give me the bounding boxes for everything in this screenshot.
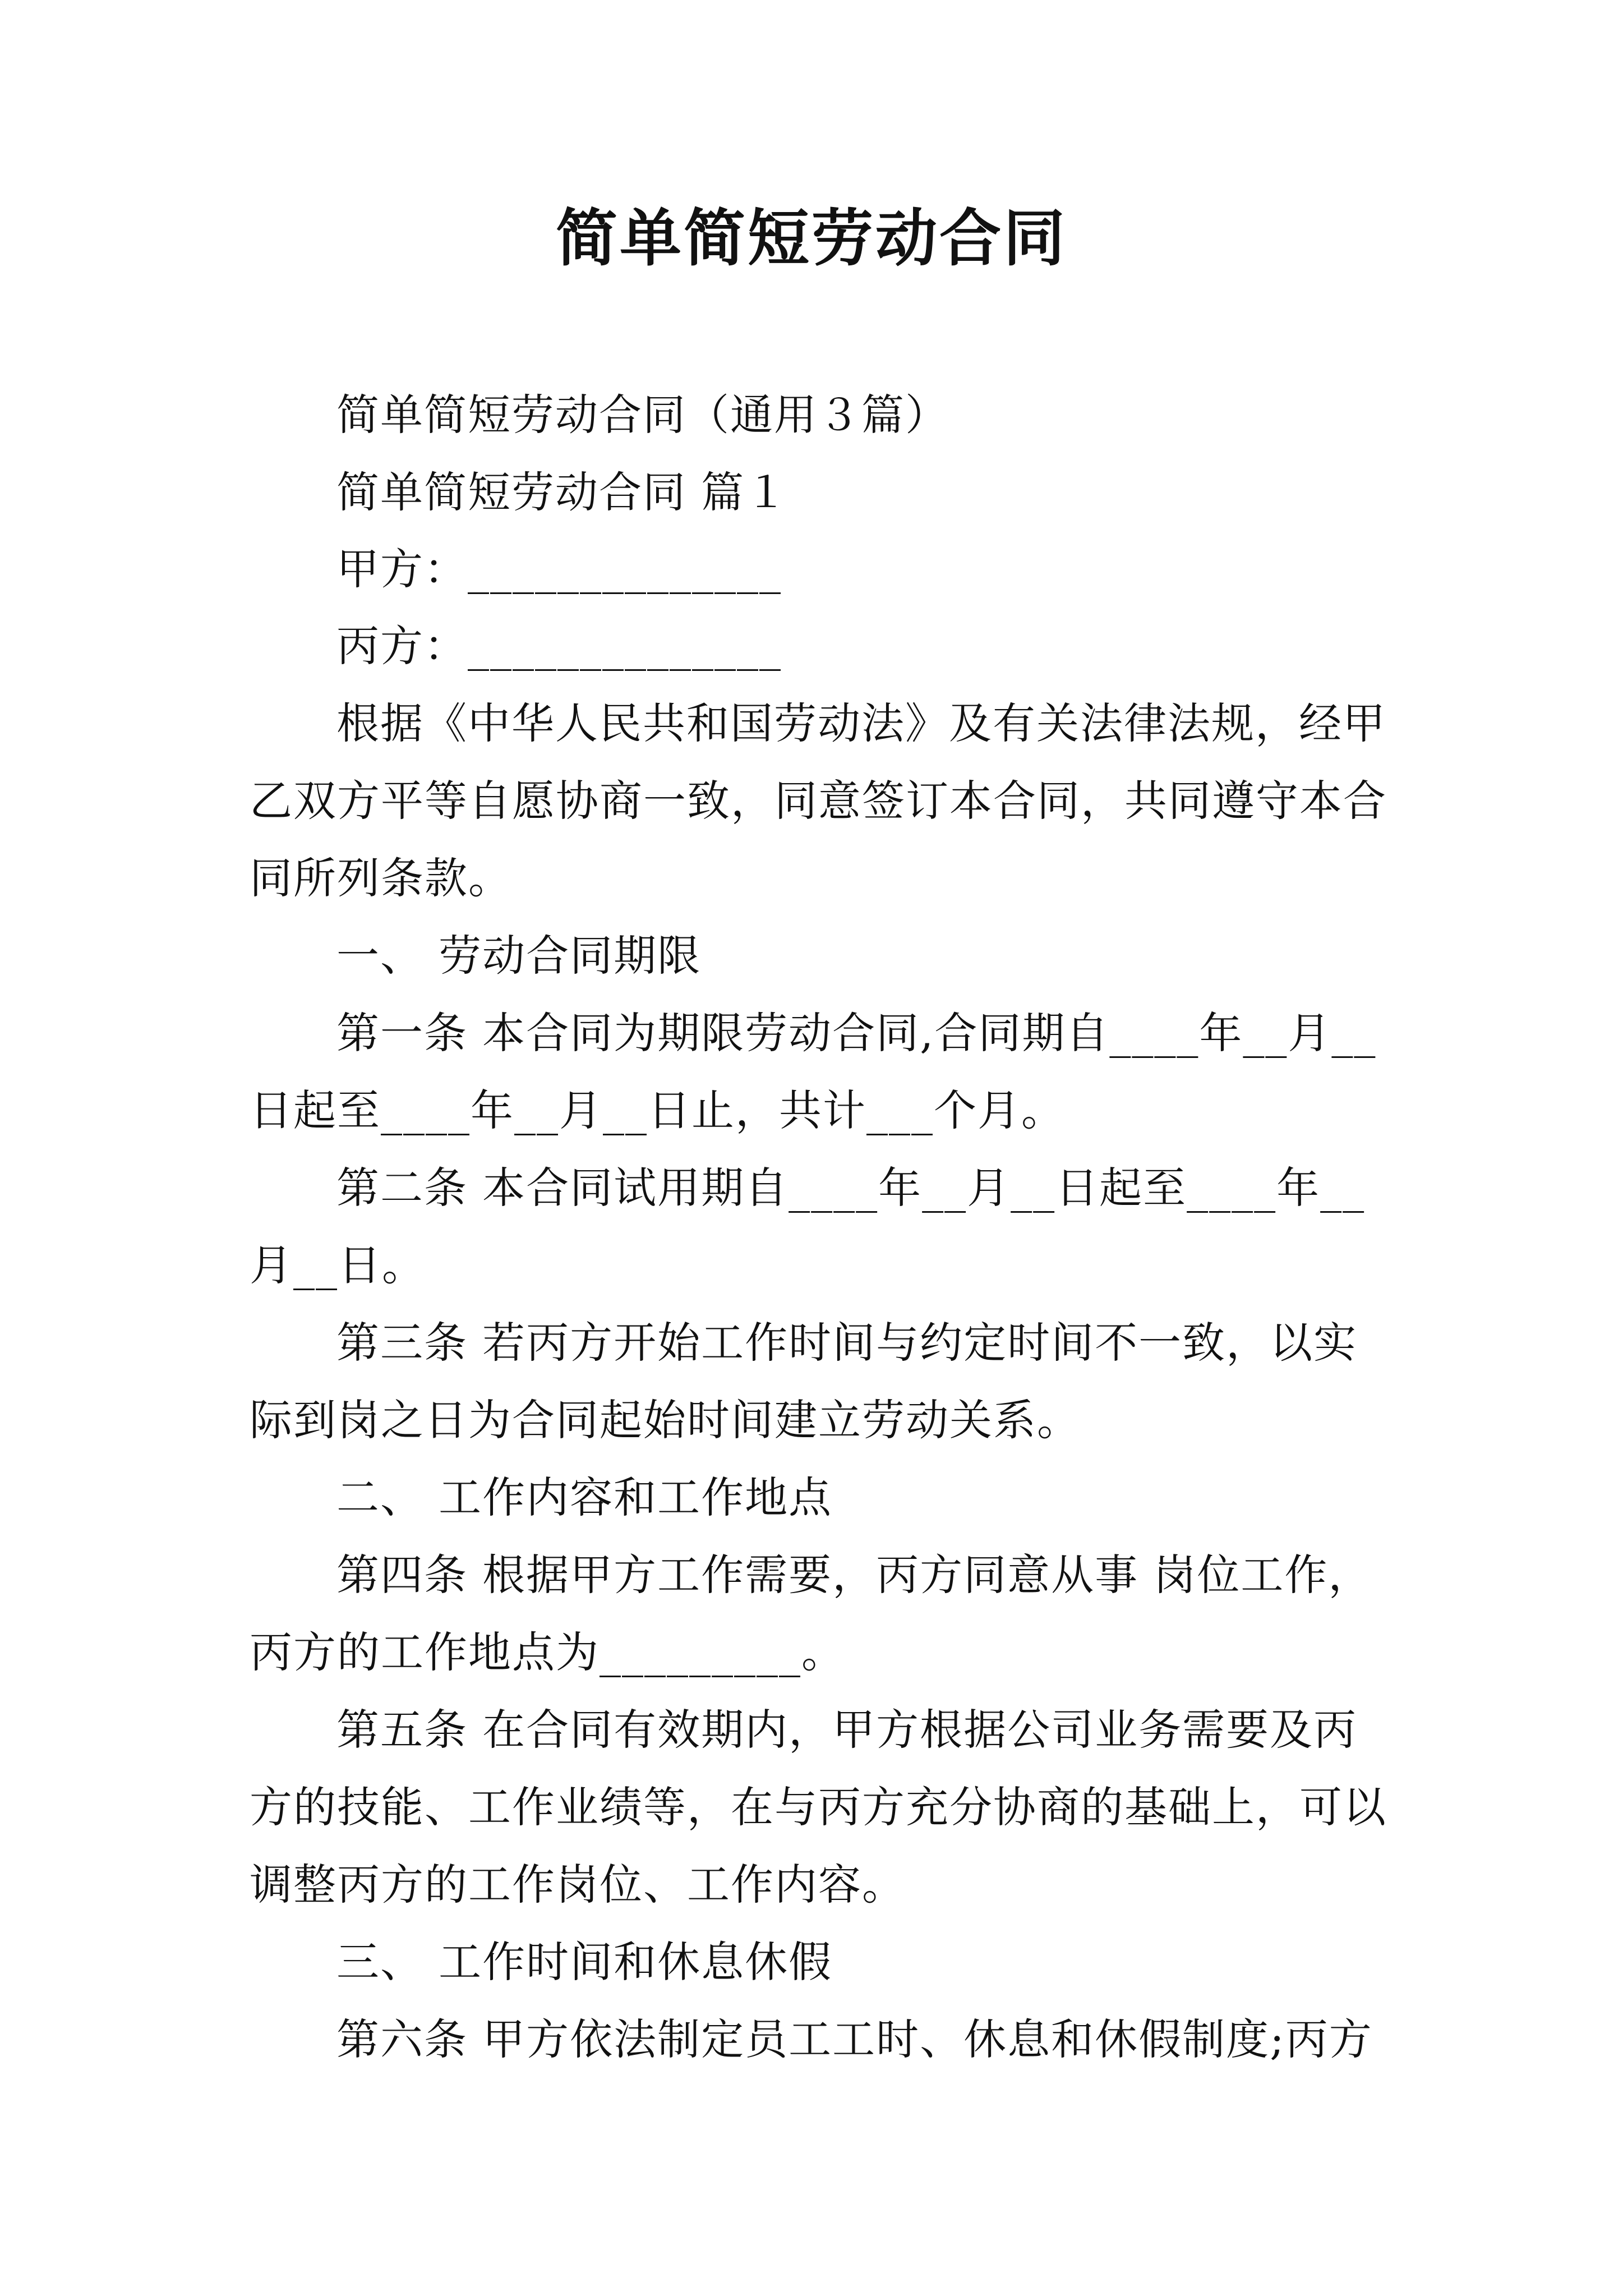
clause-line: 第二条 本合同试用期自____年__月__日起至____年__ — [336, 1163, 1366, 1213]
clause-line: 方的技能、工作业绩等，在与丙方充分协商的基础上，可以 — [250, 1782, 1387, 1832]
party-c-field: 丙方：______________ — [336, 621, 782, 671]
chapter-heading: 三、 工作时间和休息休假 — [336, 1937, 833, 1987]
clause-line: 月__日。 — [250, 1240, 426, 1290]
party-a-field: 甲方：______________ — [336, 544, 782, 594]
clause-line: 丙方的工作地点为_________。 — [250, 1627, 845, 1677]
clause-line: 第五条 在合同有效期内，甲方根据公司业务需要及丙 — [336, 1705, 1358, 1755]
paragraph-line: 根据《中华人民共和国劳动法》及有关法律法规，经甲 — [336, 698, 1386, 748]
clause-line: 第一条 本合同为期限劳动合同,合同期自____年__月__ — [336, 1008, 1377, 1058]
clause-line: 第三条 若丙方开始工作时间与约定时间不一致，以实 — [336, 1318, 1358, 1368]
clause-line: 第四条 根据甲方工作需要，丙方同意从事 岗位工作， — [336, 1550, 1372, 1600]
clause-line: 际到岗之日为合同起始时间建立劳动关系。 — [250, 1395, 1081, 1445]
chapter-heading: 一、 劳动合同期限 — [336, 931, 702, 981]
document-title: 简单简短劳动合同 — [556, 202, 1067, 274]
clause-line: 调整丙方的工作岗位、工作内容。 — [250, 1860, 906, 1910]
subtitle: 简单简短劳动合同（通用３篇） — [336, 390, 949, 440]
section-heading: 简单简短劳动合同 篇１ — [336, 467, 789, 517]
paragraph-line: 乙双方平等自愿协商一致，同意签订本合同，共同遵守本合 — [250, 776, 1387, 826]
clause-line: 第六条 甲方依法制定员工工时、休息和休假制度;丙方 — [336, 2014, 1373, 2064]
clause-line: 日起至____年__月__日止，共计___个月。 — [250, 1085, 1065, 1135]
paragraph-line: 同所列条款。 — [250, 853, 512, 903]
chapter-heading: 二、 工作内容和工作地点 — [336, 1473, 833, 1522]
